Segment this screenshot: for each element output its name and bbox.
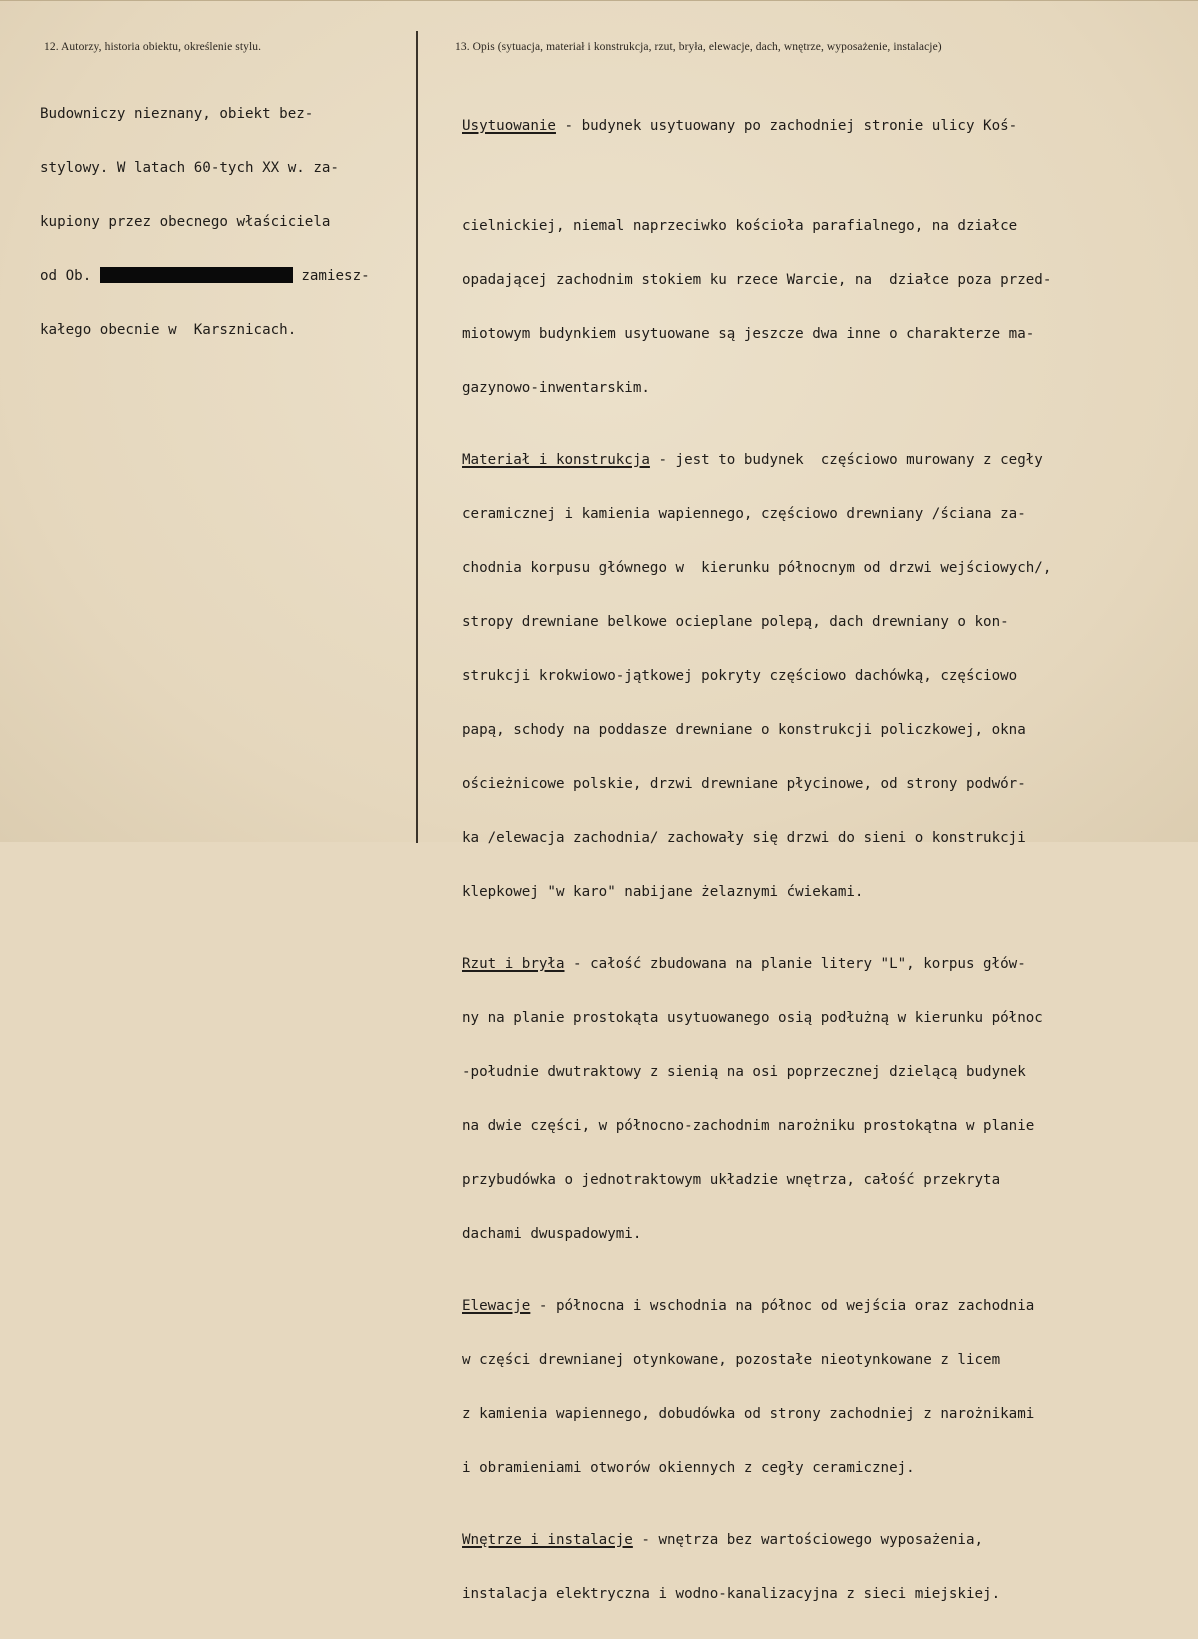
line-gap: [462, 171, 1051, 181]
text-line: ny na planie prostokąta usytuowanego osią podłużną w kierunku północ: [462, 1010, 1043, 1026]
text-line: Budowniczy nieznany, obiekt bez-: [40, 106, 314, 122]
section-heading-line: [462, 451, 1051, 469]
text-line: papą, schody na poddasze drewniane o konstrukcji policzkowej, okna: [462, 722, 1026, 738]
text-line: ościeżnicowe polskie, drzwi drewniane płycinowe, od strony podwór-: [462, 776, 1026, 792]
text-fragment: zamiesz-: [292, 268, 370, 284]
text-line: kałego obecnie w Karsznicach.: [40, 322, 297, 338]
text-line: chodnia korpusu głównego w kierunku północnym od drzwi wejściowych/,: [462, 560, 1052, 576]
right-column-header: 13. Opis (sytuacja, materiał i konstrukcja, rzut, bryła, elewacje, dach, wnętrze, wyposażenie, instalacje): [455, 41, 942, 53]
text-line: stropy drewniane belkowe ocieplane polepą, dach drewniany o kon-: [462, 614, 1009, 630]
text-line: dachami dwuspadowymi.: [462, 1226, 642, 1242]
section-heading-line: [462, 117, 1051, 135]
text-fragment: - północna i wschodnia na północ od wejścia oraz zachodnia: [530, 1298, 1035, 1314]
text-line: klepkowej "w karo" nabijane żelaznymi ćwiekami.: [462, 884, 864, 900]
text-line: ka /elewacja zachodnia/ zachowały się drzwi do sieni o konstrukcji: [462, 830, 1026, 846]
text-line: strukcji krokwiowo-jątkowej pokryty częściowo dachówką, częściowo: [462, 668, 1018, 684]
section-title: Usytuowanie: [462, 118, 556, 134]
text-line: z kamienia wapiennego, dobudówka od strony zachodniej z narożnikami: [462, 1406, 1035, 1422]
left-column-header: 12. Autorzy, historia obiektu, określenie stylu.: [44, 41, 262, 53]
text-line: instalacja elektryczna i wodno-kanalizacyjna z sieci miejskiej.: [462, 1586, 1001, 1602]
text-line: -południe dwutraktowy z sienią na osi poprzecznej dzielącą budynek: [462, 1064, 1026, 1080]
text-line: stylowy. W latach 60-tych XX w. za-: [40, 160, 339, 176]
section-heading-line: [462, 955, 1051, 973]
text-line: na dwie części, w północno-zachodnim narożniku prostokątna w planie: [462, 1118, 1035, 1134]
section-title: Wnętrze i instalacje: [462, 1532, 633, 1548]
section-title: Materiał i konstrukcja: [462, 452, 650, 468]
text-line: ceramicznej i kamienia wapiennego, częściowo drewniany /ściana za-: [462, 506, 1026, 522]
section-heading-line: [462, 1297, 1051, 1315]
text-line: w części drewnianej otynkowane, pozostałe nieotynkowane z licem: [462, 1352, 1001, 1368]
text-fragment: - całość zbudowana na planie litery "L", korpus głów-: [564, 956, 1026, 972]
text-line: [40, 267, 370, 285]
text-line: miotowym budynkiem usytuowane są jeszcze dwa inne o charakterze ma-: [462, 326, 1035, 342]
redaction-bar: [100, 267, 293, 283]
text-fragment: od Ob.: [40, 268, 100, 284]
column-divider: [416, 31, 418, 843]
text-line: kupiony przez obecnego właściciela: [40, 214, 331, 230]
text-line: przybudówka o jednotraktowym układzie wnętrza, całość przekryta: [462, 1172, 1001, 1188]
text-line: cielnickiej, niemal naprzeciwko kościoła parafialnego, na działce: [462, 218, 1018, 234]
section-heading-line: [462, 1531, 1051, 1549]
text-line: i obramieniami otworów okiennych z cegły ceramicznej.: [462, 1460, 915, 1476]
right-column-text: [462, 63, 1051, 1639]
text-line: opadającej zachodnim stokiem ku rzece Warcie, na działce poza przed-: [462, 272, 1052, 288]
text-fragment: - jest to budynek częściowo murowany z cegły: [649, 452, 1043, 468]
text-line: gazynowo-inwentarskim.: [462, 380, 650, 396]
section-title: Elewacje: [462, 1298, 531, 1314]
text-fragment: - wnętrza bez wartościowego wyposażenia,: [632, 1532, 984, 1548]
left-column-text: [40, 69, 370, 375]
section-title: Rzut i bryła: [462, 956, 565, 972]
text-fragment: - budynek usytuowany po zachodniej stronie ulicy Koś-: [555, 118, 1018, 134]
